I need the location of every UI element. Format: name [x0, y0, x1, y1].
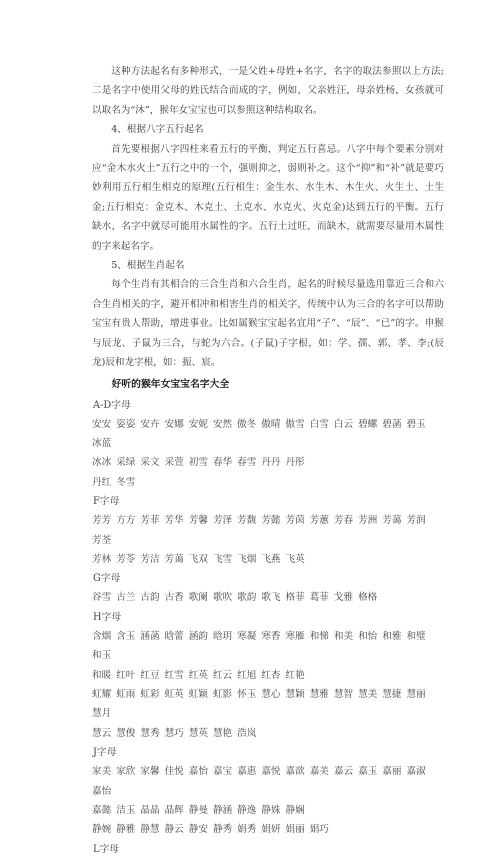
- name-item: 嘉怡: [188, 766, 208, 778]
- name-item: 慧颖: [285, 688, 305, 700]
- name-item: 碧菡: [382, 418, 402, 430]
- name-item: 嘉美: [309, 766, 329, 778]
- name-item: 白云: [333, 418, 354, 430]
- names-row: [92, 511, 444, 550]
- letter-group-heading: L字母: [93, 843, 120, 855]
- names-row: [92, 762, 444, 801]
- name-item: 格格: [358, 592, 378, 604]
- name-item: 慧英: [188, 727, 208, 739]
- name-item: 初雪: [188, 457, 208, 469]
- name-item: 红英: [188, 669, 208, 681]
- article-body: [92, 62, 444, 859]
- name-item: 采绿: [116, 457, 136, 469]
- names-row: [92, 820, 444, 839]
- name-item: 芳洲: [358, 515, 378, 527]
- name-item: 冬雪: [116, 476, 136, 488]
- name-item: 虹雨: [116, 688, 136, 700]
- name-item: 嘉歆: [285, 766, 305, 778]
- name-item: 飞雪: [212, 553, 233, 565]
- name-item: 芳润: [406, 515, 426, 527]
- name-item: 静安: [188, 824, 208, 836]
- name-item: 和玉: [92, 650, 112, 662]
- name-item: 古香: [164, 592, 184, 604]
- name-item: 采文: [140, 457, 160, 469]
- name-item: 慧月: [92, 708, 112, 720]
- name-item: 嘉云: [333, 766, 354, 778]
- name-item: 傲冬: [237, 418, 257, 430]
- paragraph-zodiac: 每个生肖有其相合的三合生肖和六合生肖，起名的时候尽量选用靠近三合和六合生肖相关的字，避开相冲和相害生肖的相关字，传统中认为三合的名字可以帮助宝宝有贵人帮助，增进事业。比如属猴宝宝起名宜用“子”、“辰”、“已”的字。申猴与辰龙、子鼠为三合，与蛇为六合。(子鼠)子字根，如：学、孺、郭、孝、李;(辰龙)辰和龙字根，如：振、宸。: [92, 279, 444, 369]
- name-item: 寒凝: [237, 630, 257, 642]
- heading-zodiac: 5、根据生肖起名: [111, 260, 185, 272]
- name-item: 晗蕾: [164, 630, 184, 642]
- name-item: 慧智: [333, 688, 354, 700]
- name-item: 碧玉: [406, 418, 426, 430]
- name-item: 虹耀: [92, 688, 112, 700]
- name-item: 静涵: [212, 805, 233, 816]
- name-item: 静云: [164, 824, 184, 836]
- names-sections: [92, 396, 444, 859]
- name-item: 慧心: [261, 688, 281, 700]
- name-item: 寒香: [261, 630, 281, 642]
- name-item: 飞燕: [261, 553, 281, 565]
- name-item: 静娴: [285, 805, 305, 816]
- name-item: 芳林: [92, 553, 112, 565]
- name-item: 芳春: [333, 515, 354, 527]
- name-item: 和怡: [358, 630, 378, 642]
- name-item: 静姝: [261, 805, 281, 816]
- name-item: 红豆: [140, 669, 160, 681]
- name-item: 戈雅: [333, 592, 354, 604]
- name-item: 芳洁: [140, 553, 160, 565]
- name-item: 红云: [212, 669, 233, 681]
- name-item: 嘉悦: [261, 766, 281, 778]
- name-item: 慧云: [92, 727, 112, 739]
- name-item: 慧美: [358, 688, 378, 700]
- name-item: 静逸: [237, 805, 257, 816]
- name-item: 晶辉: [164, 805, 184, 816]
- names-row: [92, 666, 444, 685]
- name-item: 安娜: [164, 418, 184, 430]
- names-row: [92, 801, 444, 820]
- letter-group-heading: H字母: [93, 611, 122, 623]
- name-item: 静雅: [116, 824, 136, 836]
- name-item: 芳蔼: [164, 553, 184, 565]
- name-item: 歌韵: [237, 592, 257, 604]
- name-item: 古韵: [140, 592, 160, 604]
- name-item: 芳荃: [92, 534, 112, 546]
- name-item: 傲雪: [285, 418, 305, 430]
- name-item: 安妮: [188, 418, 208, 430]
- name-item: 丹丹: [261, 457, 281, 469]
- names-row: [92, 627, 444, 666]
- name-item: 寒雁: [285, 630, 305, 642]
- name-item: 方方: [116, 515, 136, 527]
- name-item: 慧巧: [164, 727, 184, 739]
- name-item: 谷雪: [92, 592, 112, 604]
- name-item: 虹影: [212, 688, 233, 700]
- name-item: 飞烟: [237, 553, 257, 565]
- name-item: 怀玉: [237, 688, 257, 700]
- names-row: [92, 453, 444, 472]
- name-item: 丹彤: [285, 457, 305, 469]
- name-item: 歌飞: [261, 592, 281, 604]
- name-item: 虹彩: [140, 688, 160, 700]
- name-item: 晶晶: [140, 805, 160, 816]
- name-item: 含烟: [92, 630, 112, 642]
- name-item: 红叶: [116, 669, 136, 681]
- name-item: 格菲: [285, 592, 305, 604]
- name-item: 歌阑: [188, 592, 208, 604]
- name-item: 冰冰: [92, 457, 112, 469]
- heading-bazi-wuxing: 4、根据八字五行起名: [111, 124, 204, 136]
- paragraph-wuxing: 首先要根据八字四柱来看五行的平衡，判定五行喜忌。八字中每个要素分别对应“金木水火土”五行之中的一个，强则抑之，弱则补之。这个“抑”和“补”就是要巧妙利用五行相生相克的原理(五行相生：金生水、水生木、木生火、火生土、土生金;五行相克：金克木、木克土、土克水、水克火、火克金)达到五行的平衡。五行缺水，名字中就尽可能用水属性的字。五行土过旺，而缺木，就需要尽量用木属性的字来起名字。: [92, 143, 444, 252]
- name-item: 芳蔼: [382, 515, 402, 527]
- name-item: 嘉惠: [237, 766, 257, 778]
- name-item: 和美: [333, 630, 354, 642]
- names-row: [92, 685, 444, 724]
- name-item: 春雪: [237, 457, 257, 469]
- name-item: 傲晴: [261, 418, 281, 430]
- names-row: [92, 588, 444, 607]
- names-row: [92, 550, 444, 569]
- name-item: 嘉懿: [92, 805, 112, 816]
- name-item: 和暖: [92, 669, 112, 681]
- name-item: 浩岚: [237, 727, 257, 739]
- name-item: 白雪: [309, 418, 329, 430]
- names-row: [92, 473, 444, 492]
- name-item: 飞英: [285, 553, 305, 565]
- letter-group-heading: J字母: [93, 747, 117, 759]
- name-item: 碧螺: [358, 418, 378, 430]
- name-item: 红旭: [237, 669, 257, 681]
- name-item: 静慧: [140, 824, 160, 836]
- names-row: [92, 415, 444, 454]
- name-item: 和悌: [309, 630, 329, 642]
- name-item: 春华: [212, 457, 233, 469]
- name-item: 娟巧: [309, 824, 329, 836]
- name-item: 虹英: [164, 688, 184, 700]
- name-item: 静秀: [212, 824, 233, 836]
- name-item: 嘉怡: [92, 785, 112, 797]
- name-item: 慧丽: [406, 688, 426, 700]
- name-item: 嘉宝: [212, 766, 233, 778]
- name-item: 红艳: [285, 669, 305, 681]
- name-item: 歌吹: [212, 592, 233, 604]
- name-item: 静婉: [92, 824, 112, 836]
- name-item: 冰蓝: [92, 437, 112, 449]
- name-item: 家欣: [116, 766, 136, 778]
- name-item: 娟妍: [261, 824, 281, 836]
- name-item: 娟秀: [237, 824, 257, 836]
- names-row: [92, 724, 444, 743]
- name-item: 涵菡: [140, 630, 160, 642]
- name-item: 芳华: [164, 515, 184, 527]
- name-item: 安安: [92, 418, 112, 430]
- name-item: 洁玉: [116, 805, 136, 816]
- name-item: 红雪: [164, 669, 184, 681]
- paragraph-parent-surname: 这种方法起名有多种形式，一是父姓+母姓+名字，名字的取法参照以上方法;二是名字中使用父母的姓氏结合而成的字，例如，父亲姓汪，母亲姓杨，女孩就可以取名为“沐”，猴年女宝宝也可以参照这种结构取名。: [92, 66, 444, 116]
- name-item: 嘉丽: [382, 766, 402, 778]
- name-item: 涵韵: [188, 630, 208, 642]
- name-item: 家美: [92, 766, 112, 778]
- names-list-title: 好听的猴年女宝宝名字大全: [111, 378, 230, 390]
- name-item: 佳悦: [164, 766, 184, 778]
- name-item: 芳懿: [261, 515, 281, 527]
- letter-group-heading: A-D字母: [93, 399, 131, 411]
- name-item: 芳泽: [212, 515, 233, 527]
- name-item: 慧秀: [140, 727, 160, 739]
- name-item: 晗玥: [212, 630, 233, 642]
- name-item: 和璧: [406, 630, 426, 642]
- name-item: 采萱: [164, 457, 184, 469]
- name-item: 芳茵: [285, 515, 305, 527]
- name-item: 含玉: [116, 630, 136, 642]
- name-item: 慧雅: [309, 688, 329, 700]
- letter-group-heading: F字母: [93, 496, 120, 508]
- name-item: 虹颖: [188, 688, 208, 700]
- name-item: 飞双: [188, 553, 208, 565]
- name-item: 家馨: [140, 766, 160, 778]
- name-item: 芳蕙: [309, 515, 329, 527]
- name-item: 芳馨: [188, 515, 208, 527]
- name-item: 慧俊: [116, 727, 136, 739]
- name-item: 红杏: [261, 669, 281, 681]
- name-item: 娟丽: [285, 824, 305, 836]
- name-item: 芳菲: [140, 515, 160, 527]
- name-item: 静曼: [188, 805, 208, 816]
- name-item: 葛菲: [309, 592, 329, 604]
- letter-group-heading: G字母: [93, 573, 121, 585]
- name-item: 姿姿: [116, 418, 136, 430]
- name-item: 丹红: [92, 476, 112, 488]
- name-item: 慧捷: [382, 688, 402, 700]
- name-item: 慧艳: [212, 727, 233, 739]
- name-item: 和雅: [382, 630, 402, 642]
- name-item: 芳芳: [92, 515, 112, 527]
- name-item: 安然: [212, 418, 233, 430]
- name-item: 芳馥: [237, 515, 257, 527]
- name-item: 古兰: [116, 592, 136, 604]
- name-item: 安卉: [140, 418, 160, 430]
- name-item: 嘉淑: [406, 766, 426, 778]
- name-item: 芳苓: [116, 553, 136, 565]
- name-item: 嘉玉: [358, 766, 378, 778]
